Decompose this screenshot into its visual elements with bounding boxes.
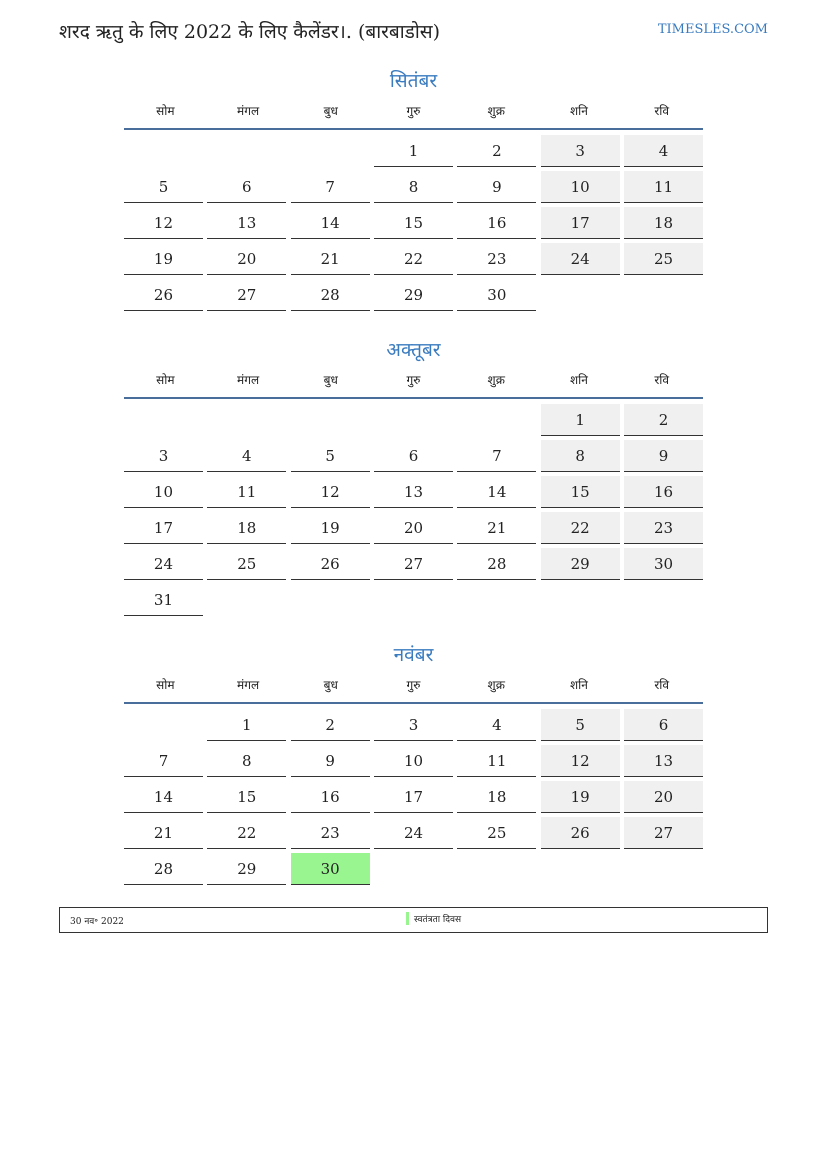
day-cell[interactable]: 29 — [374, 279, 453, 311]
weekday-label: रवि — [654, 104, 670, 118]
day-cell[interactable]: 4 — [207, 440, 286, 472]
day-cell[interactable]: 14 — [291, 207, 370, 239]
day-cell[interactable]: 17 — [374, 781, 453, 813]
day-cell[interactable]: 2 — [624, 404, 703, 436]
day-cell[interactable]: 28 — [457, 548, 536, 580]
day-cell[interactable]: 15 — [374, 207, 453, 239]
month-title: अक्तूबर — [386, 339, 441, 361]
day-cell[interactable]: 9 — [291, 745, 370, 777]
week-row — [124, 709, 703, 745]
empty-day-cell — [541, 853, 620, 885]
week-row — [124, 853, 703, 889]
empty-day-cell — [541, 584, 620, 616]
day-cell[interactable]: 19 — [124, 243, 203, 275]
empty-day-cell — [374, 584, 453, 616]
week-row — [124, 745, 703, 781]
empty-day-cell — [624, 853, 703, 885]
empty-day-cell — [124, 135, 203, 167]
day-cell[interactable]: 13 — [374, 476, 453, 508]
legend-label: स्वतंत्रता दिवस — [414, 915, 462, 925]
day-cell[interactable]: 24 — [124, 548, 203, 580]
empty-day-cell — [541, 279, 620, 311]
day-cell[interactable]: 22 — [541, 512, 620, 544]
weekday-label: शनि — [569, 678, 588, 692]
day-cell[interactable]: 11 — [207, 476, 286, 508]
day-cell[interactable]: 31 — [124, 584, 203, 616]
day-cell[interactable]: 8 — [207, 745, 286, 777]
day-cell[interactable]: 21 — [291, 243, 370, 275]
day-cell[interactable]: 18 — [624, 207, 703, 239]
weekday-label: शुक्र — [487, 104, 505, 118]
month-november — [124, 640, 703, 889]
day-cell[interactable]: 12 — [124, 207, 203, 239]
site-link[interactable]: TIMESLES.COM — [657, 22, 768, 37]
week-row — [124, 512, 703, 548]
day-cell[interactable]: 1 — [541, 404, 620, 436]
day-cell[interactable]: 7 — [457, 440, 536, 472]
week-row — [124, 404, 703, 440]
day-cell[interactable]: 18 — [457, 781, 536, 813]
weekday-label: मंगल — [237, 104, 260, 118]
weekday-header-row — [124, 96, 703, 130]
day-cell[interactable]: 7 — [124, 745, 203, 777]
day-cell[interactable]: 11 — [624, 171, 703, 203]
week-row — [124, 548, 703, 584]
week-row — [124, 440, 703, 476]
weekday-label: शनि — [569, 373, 588, 387]
week-row — [124, 781, 703, 817]
day-cell[interactable]: 25 — [207, 548, 286, 580]
day-cell[interactable]: 13 — [207, 207, 286, 239]
month-september — [124, 66, 703, 315]
day-cell[interactable]: 10 — [374, 745, 453, 777]
day-cell[interactable]: 11 — [457, 745, 536, 777]
weekday-label: बुध — [323, 678, 338, 692]
empty-day-cell — [374, 853, 453, 885]
day-cell[interactable]: 23 — [624, 512, 703, 544]
weekday-label: मंगल — [237, 373, 260, 387]
weekday-label: रवि — [654, 373, 670, 387]
week-row — [124, 207, 703, 243]
day-cell[interactable]: 28 — [291, 279, 370, 311]
week-row — [124, 279, 703, 315]
day-cell[interactable]: 14 — [124, 781, 203, 813]
weekday-label: शुक्र — [487, 678, 505, 692]
empty-day-cell — [291, 135, 370, 167]
day-cell[interactable]: 5 — [541, 709, 620, 741]
week-row — [124, 476, 703, 512]
day-cell[interactable]: 30 — [624, 548, 703, 580]
day-cell[interactable]: 1 — [374, 135, 453, 167]
legend-item — [406, 912, 461, 925]
day-cell[interactable]: 6 — [207, 171, 286, 203]
day-cell[interactable]: 24 — [541, 243, 620, 275]
week-row — [124, 584, 703, 620]
week-row — [124, 817, 703, 853]
month-title: सितंबर — [389, 70, 438, 92]
day-cell[interactable]: 27 — [207, 279, 286, 311]
week-row — [124, 135, 703, 171]
day-cell[interactable]: 20 — [207, 243, 286, 275]
empty-day-cell — [207, 584, 286, 616]
day-cell[interactable]: 30 — [291, 853, 370, 885]
day-cell[interactable]: 1 — [207, 709, 286, 741]
day-cell[interactable]: 20 — [624, 781, 703, 813]
empty-day-cell — [624, 584, 703, 616]
empty-day-cell — [374, 404, 453, 436]
day-cell[interactable]: 29 — [541, 548, 620, 580]
day-cell[interactable]: 9 — [457, 171, 536, 203]
weekday-label: गुरु — [406, 104, 421, 118]
day-cell[interactable]: 12 — [541, 745, 620, 777]
day-cell[interactable]: 12 — [291, 476, 370, 508]
day-cell[interactable]: 27 — [624, 817, 703, 849]
day-cell[interactable]: 17 — [541, 207, 620, 239]
empty-day-cell — [624, 279, 703, 311]
weekday-label: बुध — [323, 104, 338, 118]
weekday-label: बुध — [323, 373, 338, 387]
day-cell[interactable]: 26 — [124, 279, 203, 311]
day-cell[interactable]: 3 — [541, 135, 620, 167]
weekday-label: सोम — [156, 678, 175, 692]
weekday-label: मंगल — [237, 678, 260, 692]
day-cell[interactable]: 23 — [457, 243, 536, 275]
month-title: नवंबर — [393, 644, 434, 666]
day-cell[interactable]: 28 — [124, 853, 203, 885]
day-cell[interactable]: 29 — [207, 853, 286, 885]
month-october — [124, 335, 703, 620]
day-cell[interactable]: 5 — [291, 440, 370, 472]
day-cell[interactable]: 8 — [541, 440, 620, 472]
day-cell[interactable]: 15 — [541, 476, 620, 508]
empty-day-cell — [124, 404, 203, 436]
empty-day-cell — [457, 853, 536, 885]
page-title: शरद ऋतु के लिए 2022 के लिए कैलेंडर।. (बारबाडोस) — [59, 21, 441, 43]
day-cell[interactable]: 13 — [624, 745, 703, 777]
weekday-label: शुक्र — [487, 373, 505, 387]
day-cell[interactable]: 4 — [457, 709, 536, 741]
day-cell[interactable]: 21 — [124, 817, 203, 849]
week-row — [124, 171, 703, 207]
day-cell[interactable]: 14 — [457, 476, 536, 508]
weekday-label: सोम — [156, 373, 175, 387]
day-cell[interactable]: 16 — [291, 781, 370, 813]
day-cell[interactable]: 24 — [374, 817, 453, 849]
day-cell[interactable]: 27 — [374, 548, 453, 580]
day-cell[interactable]: 26 — [291, 548, 370, 580]
day-cell[interactable]: 17 — [124, 512, 203, 544]
empty-day-cell — [124, 709, 203, 741]
day-cell[interactable]: 22 — [374, 243, 453, 275]
day-cell[interactable]: 23 — [291, 817, 370, 849]
day-cell[interactable]: 19 — [291, 512, 370, 544]
day-cell[interactable]: 2 — [291, 709, 370, 741]
day-cell[interactable]: 16 — [624, 476, 703, 508]
empty-day-cell — [457, 404, 536, 436]
day-cell[interactable]: 8 — [374, 171, 453, 203]
day-cell[interactable]: 3 — [124, 440, 203, 472]
empty-day-cell — [457, 584, 536, 616]
day-cell[interactable]: 16 — [457, 207, 536, 239]
day-cell[interactable]: 5 — [124, 171, 203, 203]
day-cell[interactable]: 7 — [291, 171, 370, 203]
weekday-label: रवि — [654, 678, 670, 692]
day-cell[interactable]: 30 — [457, 279, 536, 311]
day-cell[interactable]: 4 — [624, 135, 703, 167]
day-cell[interactable]: 10 — [541, 171, 620, 203]
empty-day-cell — [291, 584, 370, 616]
weekday-label: गुरु — [406, 373, 421, 387]
holiday-legend — [59, 907, 768, 933]
weekday-header-row — [124, 365, 703, 399]
weekday-label: शनि — [569, 104, 588, 118]
day-cell[interactable]: 25 — [624, 243, 703, 275]
legend-date: 30 नव॰ 2022 — [70, 917, 124, 927]
day-cell[interactable]: 3 — [374, 709, 453, 741]
week-row — [124, 243, 703, 279]
day-cell[interactable]: 25 — [457, 817, 536, 849]
day-cell[interactable]: 10 — [124, 476, 203, 508]
weekday-label: गुरु — [406, 678, 421, 692]
day-cell[interactable]: 6 — [374, 440, 453, 472]
day-cell[interactable]: 19 — [541, 781, 620, 813]
day-cell[interactable]: 20 — [374, 512, 453, 544]
weekday-header-row — [124, 670, 703, 704]
holiday-color-swatch — [406, 912, 409, 925]
day-cell[interactable]: 9 — [624, 440, 703, 472]
weekday-label: सोम — [156, 104, 175, 118]
empty-day-cell — [291, 404, 370, 436]
day-cell[interactable]: 22 — [207, 817, 286, 849]
day-cell[interactable]: 18 — [207, 512, 286, 544]
empty-day-cell — [207, 135, 286, 167]
day-cell[interactable]: 21 — [457, 512, 536, 544]
day-cell[interactable]: 15 — [207, 781, 286, 813]
day-cell[interactable]: 6 — [624, 709, 703, 741]
day-cell[interactable]: 26 — [541, 817, 620, 849]
empty-day-cell — [207, 404, 286, 436]
day-cell[interactable]: 2 — [457, 135, 536, 167]
